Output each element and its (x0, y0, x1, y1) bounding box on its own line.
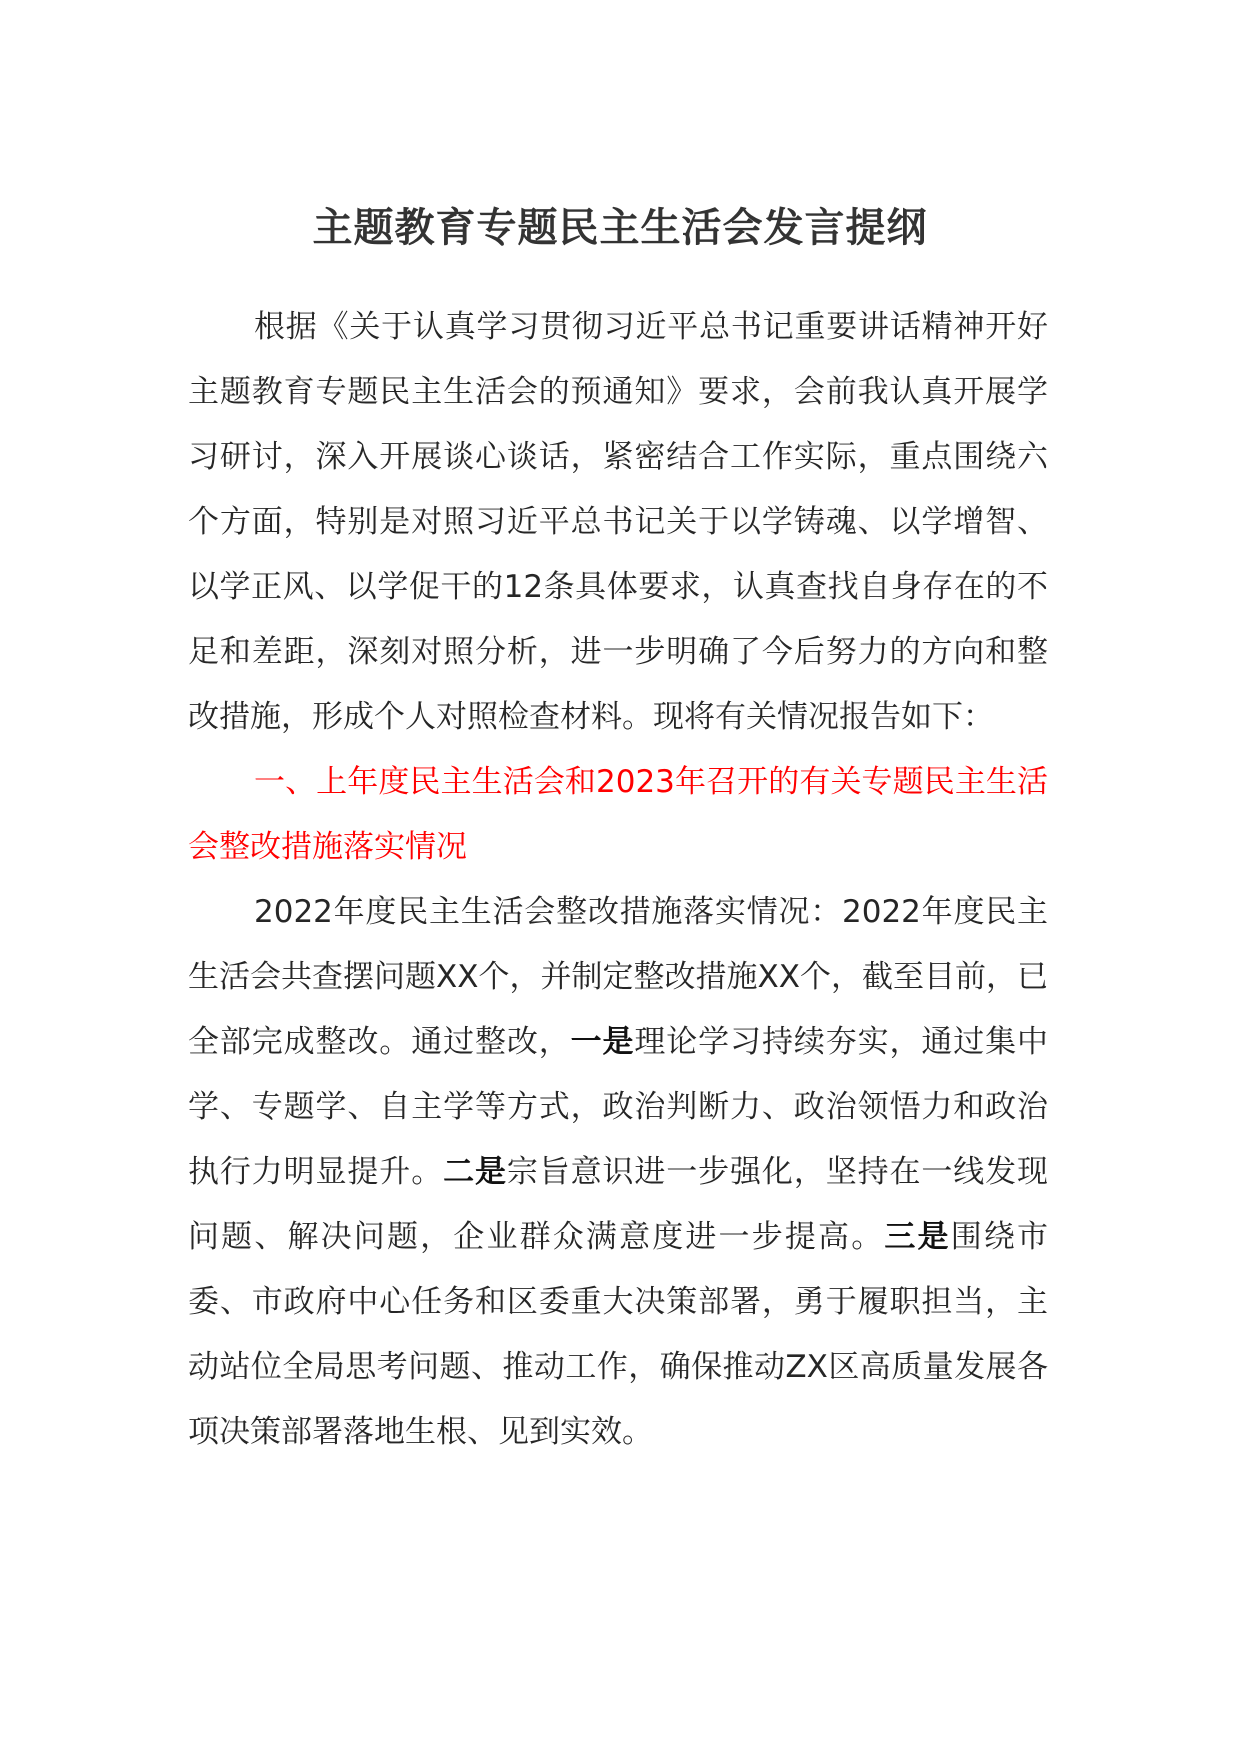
document-title: 主题教育专题民主生活会发言提纲 (312, 205, 928, 251)
point-marker-2: 二是 (443, 1154, 507, 1190)
section-1-paragraph (188, 880, 1048, 1465)
intro-paragraph: 根据《关于认真学习贯彻习近平总书记重要讲话精神开好主题教育专题民主生活会的预通知》要求，会前我认真开展学习研讨，深入开展谈心谈话，紧密结合工作实际，重点围绕六个方面，特别是对照习近平总书记关于以学铸魂、以学增智、以学正风、以学促干的12条具体要求，认真查找自身存在的不足和差距，深刻对照分析，进一步明确了今后努力的方向和整改措施，形成个人对照检查材料。现将有关情况报告如下： (188, 309, 1048, 735)
section-1-text-part-3: 宗旨意识进一步强化，坚持在一线发现问题、解决问题，企业群众满意度进一步提高。 (188, 1154, 1049, 1255)
point-marker-3: 三是 (884, 1219, 951, 1255)
document-body (188, 295, 1048, 1465)
point-marker-1: 一是 (570, 1024, 635, 1060)
section-1-text-part-2: 理论学习持续夯实，通过集中学、专题学、自主学等方式，政治判断力、政治领悟力和政治执行力明显提升。 (188, 1024, 1049, 1190)
section-1-heading: 一、上年度民主生活会和2023年召开的有关专题民主生活会整改措施落实情况 (188, 764, 1048, 865)
section-1-text-part-4: 围绕市委、市政府中心任务和区委重大决策部署，勇于履职担当，主动站位全局思考问题、推动工作，确保推动ZX区高质量发展各项决策部署落地生根、见到实效。 (188, 1219, 1049, 1450)
section-1-text-part-1: 2022年度民主生活会整改措施落实情况：2022年度民主生活会共查摆问题XX个，并制定整改措施XX个，截至目前，已全部完成整改。通过整改， (188, 894, 1048, 1060)
